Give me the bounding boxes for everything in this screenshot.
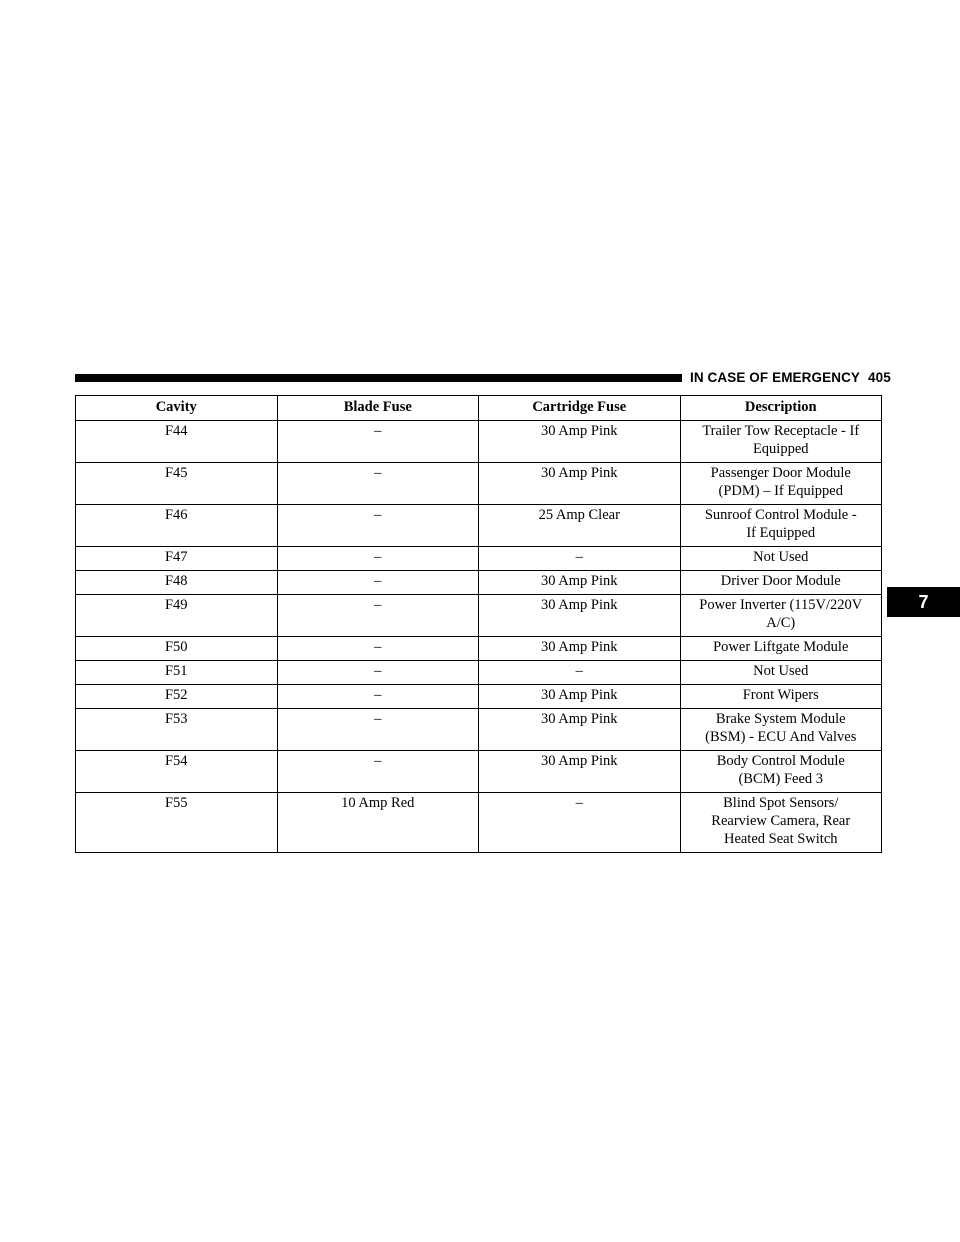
cell-description: Sunroof Control Module - If Equipped — [680, 505, 882, 547]
cell-cavity: F54 — [76, 751, 278, 793]
cell-cavity: F50 — [76, 637, 278, 661]
cell-cartridge-fuse: 30 Amp Pink — [479, 421, 681, 463]
table-row — [76, 421, 882, 463]
page-number: 405 — [868, 370, 891, 385]
cell-description: Front Wipers — [680, 685, 882, 709]
cell-cartridge-fuse: – — [479, 661, 681, 685]
table-row — [76, 547, 882, 571]
cell-blade-fuse: – — [277, 421, 479, 463]
cell-cavity: F48 — [76, 571, 278, 595]
column-header-blade-fuse: Blade Fuse — [277, 396, 479, 421]
cell-cartridge-fuse: 30 Amp Pink — [479, 709, 681, 751]
cell-cartridge-fuse: – — [479, 793, 681, 853]
cell-description: Trailer Tow Receptacle - If Equipped — [680, 421, 882, 463]
table-row — [76, 505, 882, 547]
cell-cartridge-fuse: 25 Amp Clear — [479, 505, 681, 547]
cell-blade-fuse: – — [277, 505, 479, 547]
column-header-cavity: Cavity — [76, 396, 278, 421]
section-title — [690, 370, 891, 386]
cell-description: Not Used — [680, 547, 882, 571]
cell-description: Not Used — [680, 661, 882, 685]
cell-cavity: F46 — [76, 505, 278, 547]
table-row — [76, 463, 882, 505]
cell-blade-fuse: – — [277, 595, 479, 637]
table-row — [76, 751, 882, 793]
table-row — [76, 793, 882, 853]
cell-cavity: F51 — [76, 661, 278, 685]
cell-description: Body Control Module (BCM) Feed 3 — [680, 751, 882, 793]
table-row — [76, 685, 882, 709]
cell-description: Driver Door Module — [680, 571, 882, 595]
cell-cavity: F45 — [76, 463, 278, 505]
table-row — [76, 595, 882, 637]
cell-cartridge-fuse: 30 Amp Pink — [479, 685, 681, 709]
cell-blade-fuse: – — [277, 463, 479, 505]
cell-cavity: F53 — [76, 709, 278, 751]
cell-blade-fuse: – — [277, 637, 479, 661]
section-title-text: IN CASE OF EMERGENCY — [690, 370, 861, 385]
cell-description: Power Liftgate Module — [680, 637, 882, 661]
cell-cavity: F44 — [76, 421, 278, 463]
cell-cavity: F49 — [76, 595, 278, 637]
cell-cartridge-fuse: 30 Amp Pink — [479, 571, 681, 595]
table-row — [76, 709, 882, 751]
cell-cartridge-fuse: – — [479, 547, 681, 571]
cell-description: Brake System Module (BSM) - ECU And Valves — [680, 709, 882, 751]
cell-blade-fuse: – — [277, 751, 479, 793]
column-header-cartridge-fuse: Cartridge Fuse — [479, 396, 681, 421]
chapter-tab — [887, 587, 960, 617]
table-row — [76, 661, 882, 685]
table-row — [76, 571, 882, 595]
cell-cartridge-fuse: 30 Amp Pink — [479, 463, 681, 505]
cell-blade-fuse: 10 Amp Red — [277, 793, 479, 853]
chapter-tab-number: 7 — [918, 591, 929, 612]
fuse-table — [75, 395, 882, 853]
cell-blade-fuse: – — [277, 709, 479, 751]
table-header-row — [76, 396, 882, 421]
cell-cartridge-fuse: 30 Amp Pink — [479, 637, 681, 661]
cell-cartridge-fuse: 30 Amp Pink — [479, 751, 681, 793]
cell-cavity: F52 — [76, 685, 278, 709]
cell-blade-fuse: – — [277, 547, 479, 571]
cell-cartridge-fuse: 30 Amp Pink — [479, 595, 681, 637]
header-rule — [75, 374, 682, 382]
cell-cavity: F47 — [76, 547, 278, 571]
table-row — [76, 637, 882, 661]
cell-description: Passenger Door Module (PDM) – If Equipped — [680, 463, 882, 505]
cell-blade-fuse: – — [277, 571, 479, 595]
cell-blade-fuse: – — [277, 661, 479, 685]
column-header-description: Description — [680, 396, 882, 421]
cell-blade-fuse: – — [277, 685, 479, 709]
cell-cavity: F55 — [76, 793, 278, 853]
cell-description: Power Inverter (115V/220V A/C) — [680, 595, 882, 637]
cell-description: Blind Spot Sensors/ Rearview Camera, Rear Heated Seat Switch — [680, 793, 882, 853]
